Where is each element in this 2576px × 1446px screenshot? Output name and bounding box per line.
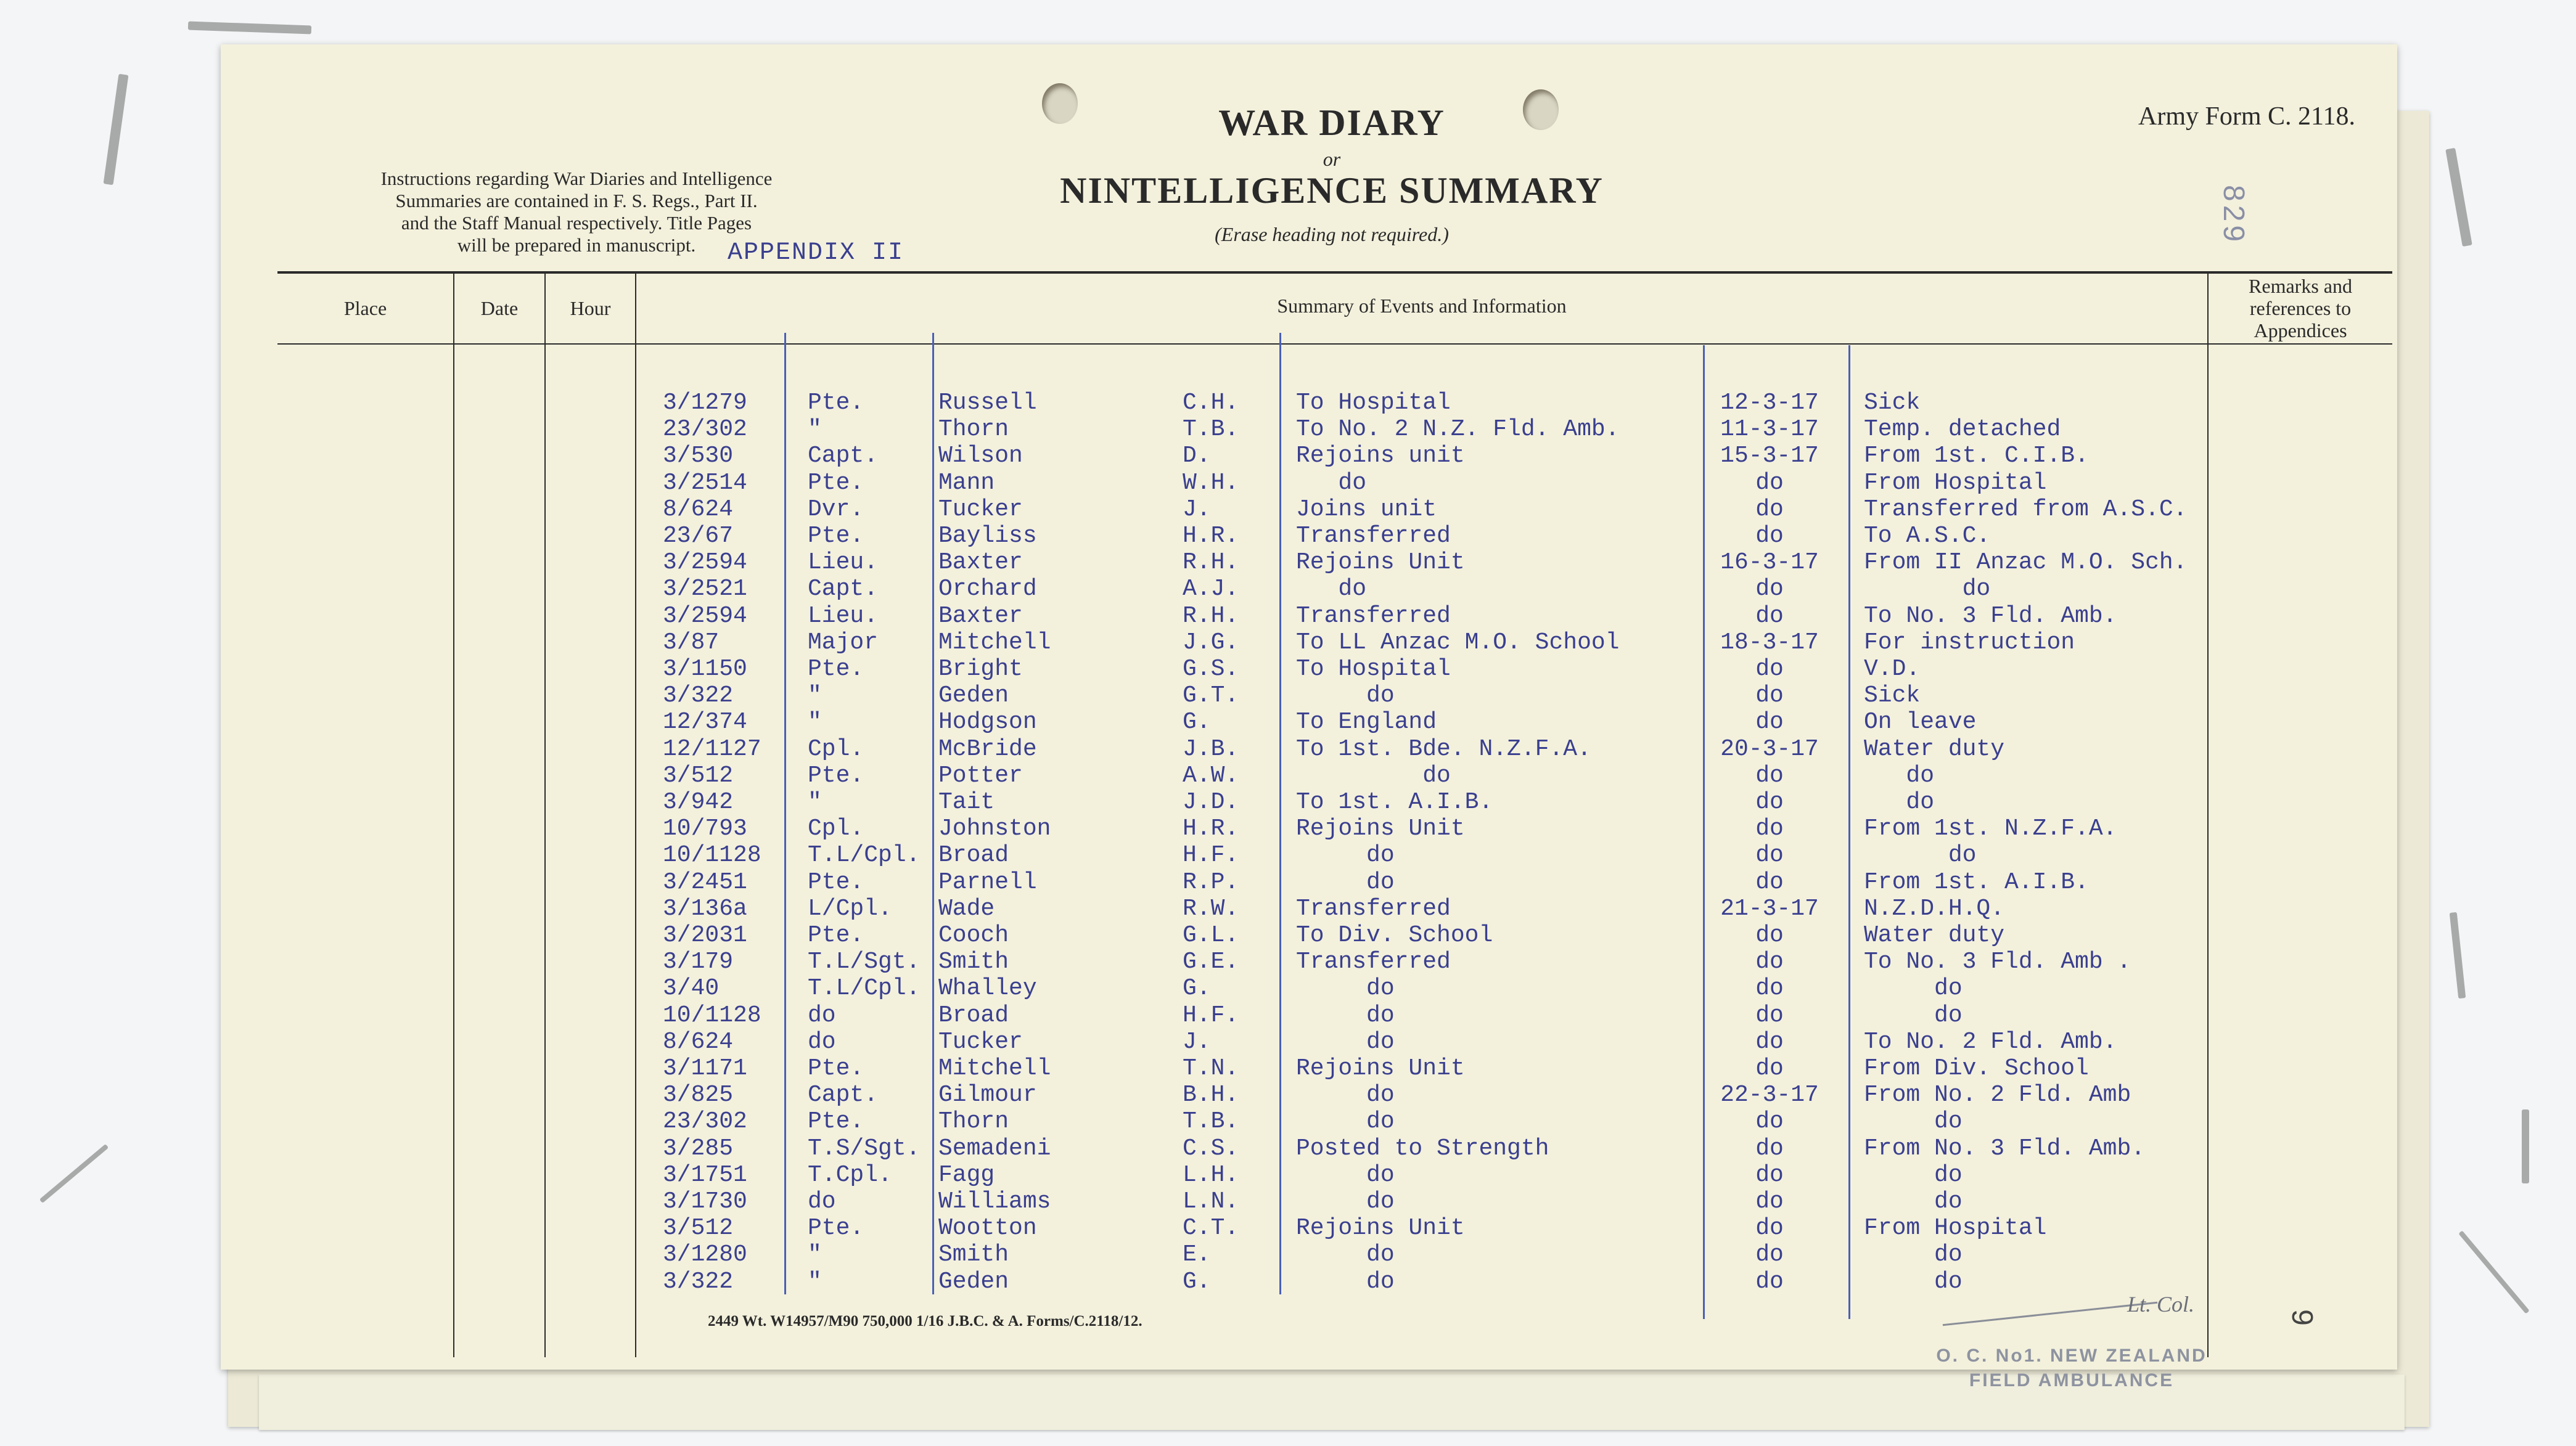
remark: From Hospital (1864, 469, 2047, 496)
surname: Tait (938, 789, 995, 815)
remarks-line: references to (2249, 297, 2352, 319)
event-date: do (1755, 602, 1784, 629)
service-number: 12/1127 (663, 735, 761, 762)
service-number: 3/40 (663, 975, 720, 1002)
event-date: do (1755, 815, 1784, 843)
event-date: do (1755, 523, 1784, 549)
column-divider (453, 272, 454, 1357)
rank: Pte. (808, 523, 864, 549)
service-number: 12/374 (663, 709, 747, 736)
rank: Pte. (808, 469, 864, 496)
surname: Tucker (938, 1028, 1023, 1055)
event-date: do (1755, 1055, 1784, 1082)
rank: do (808, 1188, 836, 1215)
event: Rejoins unit (1296, 443, 1465, 470)
initials: D. (1183, 443, 1211, 470)
event: do (1296, 1161, 1395, 1188)
initials: A.J. (1183, 576, 1239, 603)
service-number: 3/1730 (663, 1188, 747, 1215)
instructions-line: Summaries are contained in F. S. Regs., Part II. (395, 190, 758, 211)
header-bottom-rule (277, 343, 2392, 345)
surname: Broad (938, 842, 1009, 869)
remark: N.Z.D.H.Q. (1864, 895, 2005, 922)
service-number: 3/512 (663, 1215, 734, 1242)
stamp-line: FIELD AMBULANCE (1969, 1370, 2175, 1391)
event-date: 12-3-17 (1720, 390, 1819, 416)
remark: For instruction (1864, 629, 2075, 656)
rank: Pte. (808, 1215, 864, 1242)
initials: L.H. (1183, 1161, 1239, 1188)
service-number: 3/1280 (663, 1241, 747, 1268)
initials: C.H. (1183, 390, 1239, 416)
event-date: 20-3-17 (1720, 735, 1819, 762)
rank: Dvr. (808, 496, 864, 523)
rank: L/Cpl. (808, 895, 892, 922)
event-date: do (1755, 576, 1784, 603)
service-number: 23/302 (663, 416, 747, 443)
rank: " (808, 1241, 822, 1268)
event: Rejoins Unit (1296, 815, 1465, 843)
remark: do (1864, 762, 1935, 789)
surname: Williams (938, 1188, 1051, 1215)
event: do (1296, 1028, 1395, 1055)
column-header-date: Date (480, 297, 519, 319)
event: To LL Anzac M.O. School (1296, 629, 1620, 656)
event-date: 15-3-17 (1720, 443, 1819, 470)
surname: Wilson (938, 443, 1023, 470)
initials: R.H. (1183, 602, 1239, 629)
remark: To No. 2 Fld. Amb. (1864, 1028, 2117, 1055)
surname: Parnell (938, 868, 1037, 896)
event: Rejoins Unit (1296, 1215, 1465, 1242)
pencil-scribble (2450, 912, 2466, 999)
rank: Cpl. (808, 735, 864, 762)
remark: From No. 2 Fld. Amb (1864, 1082, 2131, 1109)
surname: Orchard (938, 576, 1037, 603)
rank: Pte. (808, 656, 864, 682)
rank: Pte. (808, 762, 864, 789)
rank: T.L/Cpl. (808, 842, 921, 869)
event: Transferred (1296, 523, 1451, 549)
remark: Water duty (1864, 735, 2005, 762)
pencil-scribble (2522, 1109, 2529, 1183)
service-number: 3/1751 (663, 1161, 747, 1188)
event-date: do (1755, 1108, 1784, 1135)
typed-column-rule (932, 333, 934, 1294)
typed-column-rule (784, 333, 786, 1294)
event: do (1296, 1002, 1395, 1029)
event-date: do (1755, 656, 1784, 682)
remark: V.D. (1864, 656, 1921, 682)
event: To Div. School (1296, 922, 1493, 949)
initials: H.F. (1183, 842, 1239, 869)
column-header-remarks (2209, 275, 2392, 341)
service-number: 3/285 (663, 1135, 734, 1162)
remark: From Div. School (1864, 1055, 2089, 1082)
initials: W.H. (1183, 469, 1239, 496)
event: do (1296, 469, 1367, 496)
service-number: 3/512 (663, 762, 734, 789)
surname: Smith (938, 1241, 1009, 1268)
service-number: 3/825 (663, 1082, 734, 1109)
service-number: 3/942 (663, 789, 734, 815)
service-number: 10/1128 (663, 842, 761, 869)
event-date: do (1755, 975, 1784, 1002)
instructions-line: Instructions regarding War Diaries and Intelligence (380, 168, 773, 189)
rank: T.L/Sgt. (808, 949, 921, 976)
rank: do (808, 1028, 836, 1055)
surname: Smith (938, 949, 1009, 976)
event: do (1296, 576, 1367, 603)
remark: To No. 3 Fld. Amb . (1864, 949, 2131, 976)
surname: Hodgson (938, 709, 1037, 736)
initials: G.L. (1183, 922, 1239, 949)
initials: J. (1183, 496, 1211, 523)
event-date: do (1755, 1268, 1784, 1295)
service-number: 23/302 (663, 1108, 747, 1135)
unit-stamp (1936, 1344, 2207, 1393)
surname: Bright (938, 656, 1023, 682)
rank: Cpl. (808, 815, 864, 843)
rank: " (808, 416, 822, 443)
service-number: 3/2594 (663, 549, 747, 576)
service-number: 3/2031 (663, 922, 747, 949)
initials: G.T. (1183, 682, 1239, 709)
initials: R.P. (1183, 868, 1239, 896)
surname: Semadeni (938, 1135, 1051, 1162)
remark: From II Anzac M.O. Sch. (1864, 549, 2188, 576)
rank: Pte. (808, 1055, 864, 1082)
event-date: do (1755, 868, 1784, 896)
remark: do (1864, 1268, 1963, 1295)
event-date: do (1755, 949, 1784, 976)
event: To Hospital (1296, 390, 1451, 416)
surname: Cooch (938, 922, 1009, 949)
remark: Transferred from A.S.C. (1864, 496, 2188, 523)
event-date: 16-3-17 (1720, 549, 1819, 576)
remark: Temp. detached (1864, 416, 2061, 443)
remark: do (1864, 975, 1963, 1002)
rank: " (808, 1268, 822, 1295)
initials: R.H. (1183, 549, 1239, 576)
rank: Capt. (808, 443, 879, 470)
service-number: 3/1171 (663, 1055, 747, 1082)
remark: do (1864, 576, 1991, 603)
surname: Thorn (938, 416, 1009, 443)
column-header-place: Place (343, 297, 387, 319)
event: Rejoins Unit (1296, 1055, 1465, 1082)
initials: A.W. (1183, 762, 1239, 789)
event: do (1296, 975, 1395, 1002)
surname: Wade (938, 895, 995, 922)
erase-note: (Erase heading not required.) (1215, 223, 1449, 245)
event-date: do (1755, 1215, 1784, 1242)
service-number: 3/1279 (663, 390, 747, 416)
instructions-line: and the Staff Manual respectively. Title Pages (401, 212, 752, 234)
event: To 1st. Bde. N.Z.F.A. (1296, 735, 1591, 762)
service-number: 3/179 (663, 949, 734, 976)
service-number: 3/87 (663, 629, 720, 656)
event-date: 18-3-17 (1720, 629, 1819, 656)
page-subtitle: NINTELLIGENCE SUMMARY (1060, 170, 1604, 211)
remark: From 1st. C.I.B. (1864, 443, 2089, 470)
service-number: 10/1128 (663, 1002, 761, 1029)
column-header-summary: Summary of Events and Information (1277, 295, 1567, 317)
event: do (1296, 1082, 1395, 1109)
print-code: 2449 Wt. W14957/M90 750,000 1/16 J.B.C. & A. Forms/C.2118/12. (708, 1313, 1142, 1330)
initials: G. (1183, 1268, 1211, 1295)
rank: T.S/Sgt. (808, 1135, 921, 1162)
folio-stamp: 829 (2217, 185, 2250, 246)
event: To England (1296, 709, 1437, 736)
column-divider (2207, 272, 2209, 1357)
event: Posted to Strength (1296, 1135, 1549, 1162)
event: do (1296, 1188, 1395, 1215)
remark: From 1st. A.I.B. (1864, 868, 2089, 896)
event-date: do (1755, 469, 1784, 496)
event-date: do (1755, 1028, 1784, 1055)
rank: Capt. (808, 1082, 879, 1109)
initials: E. (1183, 1241, 1211, 1268)
event: do (1296, 762, 1451, 789)
event: To Hospital (1296, 656, 1451, 682)
rank: Capt. (808, 576, 879, 603)
remark: do (1864, 1108, 1963, 1135)
remarks-line: Appendices (2254, 319, 2347, 341)
event-date: do (1755, 1188, 1784, 1215)
event: do (1296, 842, 1395, 869)
initials: G.S. (1183, 656, 1239, 682)
initials: G. (1183, 709, 1211, 736)
initials: R.W. (1183, 895, 1239, 922)
surname: Gilmour (938, 1082, 1037, 1109)
remark: do (1864, 842, 1977, 869)
event-date: 11-3-17 (1720, 416, 1819, 443)
typed-column-rule (1848, 345, 1850, 1319)
service-number: 23/67 (663, 523, 734, 549)
surname: Fagg (938, 1161, 995, 1188)
rank: T.Cpl. (808, 1161, 892, 1188)
remark: From No. 3 Fld. Amb. (1864, 1135, 2146, 1162)
pencil-scribble (2445, 148, 2472, 247)
rank: Lieu. (808, 549, 879, 576)
service-number: 3/2521 (663, 576, 747, 603)
surname: Whalley (938, 975, 1037, 1002)
column-header-hour: Hour (570, 297, 611, 319)
remark: do (1864, 1188, 1963, 1215)
event-date: do (1755, 842, 1784, 869)
surname: Russell (938, 390, 1037, 416)
signature-title: Lt. Col. (2127, 1292, 2195, 1317)
rank: Lieu. (808, 602, 879, 629)
surname: Thorn (938, 1108, 1009, 1135)
event: To No. 2 N.Z. Fld. Amb. (1296, 416, 1620, 443)
remark: do (1864, 1241, 1963, 1268)
army-form-number: Army Form C. 2118. (2138, 102, 2355, 131)
rank: do (808, 1002, 836, 1029)
page-number: 9 (2285, 1309, 2318, 1326)
event-date: do (1755, 762, 1784, 789)
typed-column-rule (1703, 345, 1705, 1319)
title-or: or (1323, 148, 1341, 170)
remark: To A.S.C. (1864, 523, 1991, 549)
surname: Wootton (938, 1215, 1037, 1242)
surname: Geden (938, 682, 1009, 709)
service-number: 3/322 (663, 682, 734, 709)
instructions-line: will be prepared in manuscript. (457, 234, 696, 256)
service-number: 3/2451 (663, 868, 747, 896)
event-date: do (1755, 1135, 1784, 1162)
event-date: do (1755, 709, 1784, 736)
initials: H.F. (1183, 1002, 1239, 1029)
event-date: do (1755, 1002, 1784, 1029)
surname: McBride (938, 735, 1037, 762)
surname: Geden (938, 1268, 1009, 1295)
remarks-line: Remarks and (2249, 275, 2352, 297)
event-date: do (1755, 922, 1784, 949)
event: Rejoins Unit (1296, 549, 1465, 576)
remark: Sick (1864, 682, 1921, 709)
pencil-scribble (104, 74, 129, 185)
pencil-scribble (2458, 1230, 2529, 1313)
event: Transferred (1296, 949, 1451, 976)
appendix-label: APPENDIX II (728, 239, 904, 267)
remark: To No. 3 Fld. Amb. (1864, 602, 2117, 629)
service-number: 8/624 (663, 496, 734, 523)
initials: B.H. (1183, 1082, 1239, 1109)
initials: G.E. (1183, 949, 1239, 976)
initials: H.R. (1183, 523, 1239, 549)
initials: J.D. (1183, 789, 1239, 815)
column-divider (544, 272, 546, 1357)
initials: J.G. (1183, 629, 1239, 656)
event: do (1296, 1268, 1395, 1295)
event-date: 21-3-17 (1720, 895, 1819, 922)
service-number: 3/530 (663, 443, 734, 470)
initials: C.S. (1183, 1135, 1239, 1162)
initials: T.B. (1183, 416, 1239, 443)
event: Transferred (1296, 602, 1451, 629)
surname: Mann (938, 469, 995, 496)
event-date: do (1755, 1241, 1784, 1268)
event-date: 22-3-17 (1720, 1082, 1819, 1109)
initials: C.T. (1183, 1215, 1239, 1242)
event: Joins unit (1296, 496, 1437, 523)
event: To 1st. A.I.B. (1296, 789, 1493, 815)
remark: do (1864, 789, 1935, 815)
event-date: do (1755, 1161, 1784, 1188)
surname: Potter (938, 762, 1023, 789)
rank: Major (808, 629, 879, 656)
surname: Baxter (938, 549, 1023, 576)
event-date: do (1755, 496, 1784, 523)
rank: " (808, 682, 822, 709)
remark: On leave (1864, 709, 1977, 736)
remark: do (1864, 1002, 1963, 1029)
service-number: 8/624 (663, 1028, 734, 1055)
service-number: 3/322 (663, 1268, 734, 1295)
service-number: 3/136a (663, 895, 747, 922)
rank: Pte. (808, 868, 864, 896)
column-divider (635, 272, 636, 1357)
rank: Pte. (808, 922, 864, 949)
pencil-scribble (188, 22, 311, 35)
remark: From 1st. N.Z.F.A. (1864, 815, 2117, 843)
initials: L.N. (1183, 1188, 1239, 1215)
event: do (1296, 1108, 1395, 1135)
surname: Bayliss (938, 523, 1037, 549)
remark: From Hospital (1864, 1215, 2047, 1242)
initials: J.B. (1183, 735, 1239, 762)
service-number: 3/1150 (663, 656, 747, 682)
service-number: 3/2514 (663, 469, 747, 496)
event: do (1296, 682, 1395, 709)
initials: J. (1183, 1028, 1211, 1055)
remark: Water duty (1864, 922, 2005, 949)
initials: T.N. (1183, 1055, 1239, 1082)
typed-column-rule (1279, 333, 1281, 1294)
header-rule (277, 271, 2392, 274)
stamp-line: O. C. No1. NEW ZEALAND (1936, 1346, 2207, 1366)
page-title: WAR DIARY (1218, 102, 1445, 143)
initials: T.B. (1183, 1108, 1239, 1135)
service-number: 10/793 (663, 815, 747, 843)
initials: G. (1183, 975, 1211, 1002)
service-number: 3/2594 (663, 602, 747, 629)
event: do (1296, 1241, 1395, 1268)
rank: T.L/Cpl. (808, 975, 921, 1002)
rank: Pte. (808, 1108, 864, 1135)
initials: H.R. (1183, 815, 1239, 843)
event-date: do (1755, 682, 1784, 709)
event-date: do (1755, 789, 1784, 815)
surname: Johnston (938, 815, 1051, 843)
surname: Tucker (938, 496, 1023, 523)
rank: Pte. (808, 390, 864, 416)
event: do (1296, 868, 1395, 896)
surname: Baxter (938, 602, 1023, 629)
surname: Broad (938, 1002, 1009, 1029)
surname: Mitchell (938, 1055, 1051, 1082)
pencil-scribble (39, 1144, 109, 1203)
remark: Sick (1864, 390, 1921, 416)
rank: " (808, 709, 822, 736)
surname: Mitchell (938, 629, 1051, 656)
rank: " (808, 789, 822, 815)
remark: do (1864, 1161, 1963, 1188)
event: Transferred (1296, 895, 1451, 922)
